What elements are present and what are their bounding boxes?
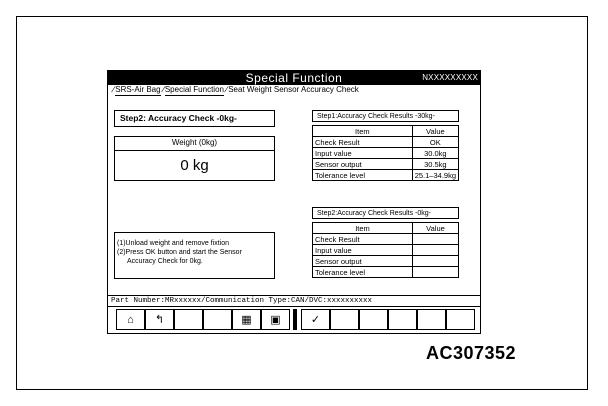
value-cell [413, 267, 459, 278]
column-header: Item [313, 126, 413, 137]
item-cell: Tolerance level [313, 267, 413, 278]
breadcrumb: /SRS-Air Bag/Special Function/Seat Weight Sensor Accuracy Check [110, 85, 359, 94]
weight-panel [114, 136, 275, 181]
instruction-line: (2)Press OK button and start the Sensor [117, 249, 242, 256]
item-cell: Tolerance level [313, 170, 413, 181]
figure-code: AC307352 [426, 343, 517, 363]
value-cell: OK [412, 137, 458, 148]
ok-button[interactable] [301, 309, 330, 330]
toolbar-slot-empty[interactable] [203, 309, 232, 330]
title-bar [108, 71, 480, 85]
breadcrumb-item-current: Seat Weight Sensor Accuracy Check [228, 85, 359, 94]
instructions-panel [114, 232, 275, 279]
toolbar-slot-empty[interactable] [446, 309, 475, 330]
step-label: Step2: Accuracy Check -0kg- [114, 110, 275, 127]
value-cell: 25.1–34.9kg [412, 170, 458, 181]
weight-label: Weight (0kg) [115, 137, 274, 151]
home-button[interactable] [116, 309, 145, 330]
toolbar-slot-empty[interactable] [359, 309, 388, 330]
item-cell: Sensor output [313, 159, 413, 170]
instruction-line: (1)Unload weight and remove fixtion [117, 240, 230, 247]
toolbar-slot-empty[interactable] [417, 309, 446, 330]
back-button[interactable] [145, 309, 174, 330]
toolbar [108, 306, 480, 332]
toolbar-slot-empty[interactable] [174, 309, 203, 330]
print-icon: ▦ [241, 314, 252, 326]
results1-title: Step1:Accuracy Check Results -30kg- [312, 110, 459, 122]
instruction-line: Accuracy Check for 0kg. [127, 258, 203, 265]
back-icon: ↰ [154, 314, 165, 326]
value-cell [413, 245, 459, 256]
breadcrumb-item-special-function[interactable]: Special Function [164, 85, 224, 94]
item-cell: Check Result [313, 137, 413, 148]
table-header-row [313, 223, 459, 234]
table-row [313, 245, 459, 256]
column-header: Value [412, 126, 458, 137]
vin-code: NXXXXXXXXX [422, 73, 478, 82]
results2-title: Step2:Accuracy Check Results -0kg- [312, 207, 459, 219]
diagnostic-screen [107, 70, 481, 334]
print-button[interactable] [232, 309, 261, 330]
column-header: Value [413, 223, 459, 234]
table-row [313, 234, 459, 245]
table-row [313, 170, 459, 181]
results2-table [312, 222, 459, 278]
window-title: Special Function [245, 71, 343, 85]
toolbar-divider [293, 309, 297, 330]
item-cell: Check Result [313, 234, 413, 245]
item-cell: Sensor output [313, 256, 413, 267]
table-row [313, 159, 459, 170]
value-cell: 30.5kg [412, 159, 458, 170]
value-cell [413, 234, 459, 245]
status-bar: Part Number:MRxxxxxx/Communication Type:CAN/DVC:xxxxxxxxxx [108, 295, 480, 305]
breadcrumb-item-srs-air-bag[interactable]: SRS-Air Bag [115, 85, 161, 94]
table-row [313, 256, 459, 267]
toolbar-slot-empty[interactable] [388, 309, 417, 330]
table-row [313, 267, 459, 278]
table-row [313, 137, 459, 148]
value-cell: 30.0kg [412, 148, 458, 159]
item-cell: Input value [313, 245, 413, 256]
save-icon: ▣ [270, 314, 281, 326]
weight-value: 0 kg [180, 157, 209, 174]
table-header-row [313, 126, 459, 137]
item-cell: Input value [313, 148, 413, 159]
value-cell [413, 256, 459, 267]
results1-table [312, 125, 459, 181]
column-header: Item [313, 223, 413, 234]
toolbar-slot-empty[interactable] [330, 309, 359, 330]
home-icon: ⌂ [127, 314, 134, 326]
save-button[interactable] [261, 309, 290, 330]
checkmark-icon: ✓ [310, 314, 321, 326]
table-row [313, 148, 459, 159]
